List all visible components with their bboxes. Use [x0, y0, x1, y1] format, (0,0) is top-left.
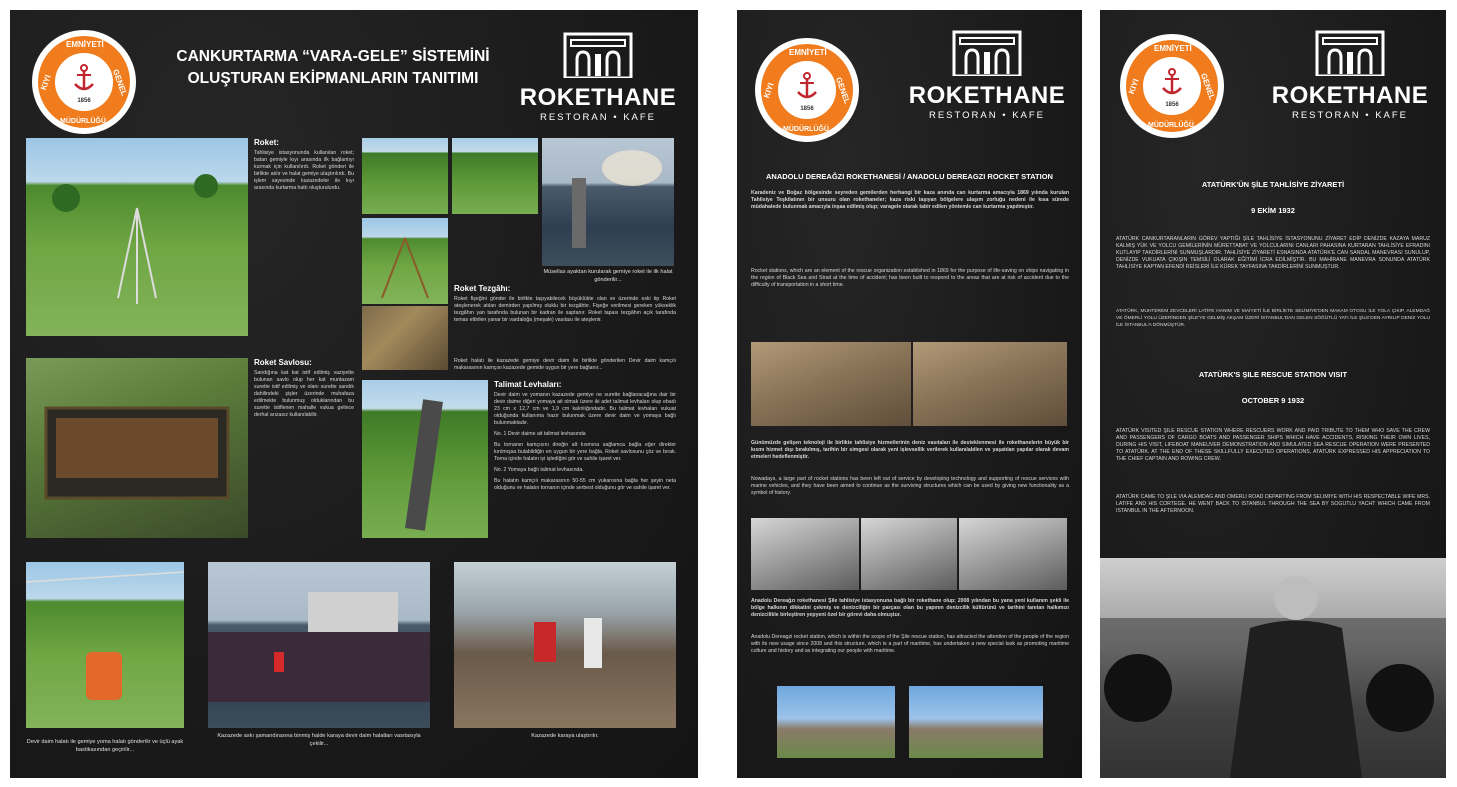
talimat-p4: No. 2 Yomaya bağlı talimat levhasında. — [494, 467, 584, 473]
box-icon — [26, 358, 248, 538]
station-section-title: ANADOLU DEREAĞZI ROKETHANESİ / ANADOLU DEREAGZI ROCKET STATION — [766, 172, 1053, 181]
rokethane-brand-2 — [907, 30, 1067, 130]
tezgah-body: Roket fişeğini gönder ile birlikte taşıyabilecek büyüklükte olan ve üzerinde eski tip Roket ateşlenerek atılan demirden yapılmış oluklu bir tezgâhtır. Fişeğe verilmesi gereken yükseklik tezgâhın yan tarafında bulunan bir kadran ile saptanır. Roket tapası tezgâhın açık tarafında temas ettirilen yanar bir vardaloğa (meşale) vasıtası ile ateşlenir. — [454, 296, 676, 323]
station-tr-2: Günümüzde gelişen teknoloji ile birlikte tahlisiye hizmetlerinin deniz vasıtaları ile desteklenmesi ile rokethanelerin büyük bir kısmı hizmet dışı bırakılmış, tarihin bir simgesi olarak yeni işlevsellik verilerek kullanılabilen ve yaşatılan yapılar olarak devam etmeleri hedeflenmiştir. — [751, 440, 1069, 460]
photo-station-restored — [909, 686, 1043, 758]
tezgah-text — [454, 284, 676, 324]
arch-building-icon — [1315, 30, 1385, 76]
poster-equipment — [10, 10, 698, 778]
logo-bottom-word: MÜDÜRLÜĞÜ — [60, 118, 106, 125]
photo-stormy-sea-2 — [913, 342, 1067, 426]
buoy-icon — [26, 562, 184, 728]
talimat-p3: Bu tornanın kamçısını direğin alt kısmına sağlamca bağla eğer direkler kırılmışsa bulabildiğin en uygun bir yere bağla. Roket savlosunu çöz ve bırak. Torna içinde halatın iyi işlediğini gör ve sahile işaret ver. — [494, 442, 676, 462]
portrait-figure — [1100, 558, 1446, 778]
poster-rocket-station — [737, 10, 1082, 778]
photo-breeches-buoy — [26, 562, 184, 728]
logo-right-word-2: GENEL — [833, 76, 852, 105]
brand-subtitle-2: RESTORAN • KAFE — [928, 110, 1046, 121]
photo-savlo-box — [26, 358, 248, 538]
photo-firing-rocket — [542, 138, 674, 266]
savlo-body: Sandığına kat kat istif edilmiş vaziyette bulunan savlo olup her kat muntazam surette istif edilmiş ve olanı surette sandık dahilindeki şişler üzerinde muhafaza edilmekte bulunmuş olduklarından bu surette istiflenen mahalle vukua gelince derhal arızasız kullanılabilir. — [254, 370, 354, 418]
rescuer-icon — [454, 562, 676, 728]
logo-right-word-3: GENEL — [1198, 72, 1217, 101]
rokethane-brand — [518, 32, 678, 132]
logo-left-word: KIYI — [38, 73, 53, 92]
photo-ataturk-portrait — [1100, 558, 1446, 778]
brand-subtitle: RESTORAN • KAFE — [539, 112, 657, 123]
logo-year: 1856 — [77, 98, 91, 104]
photo-crew — [861, 518, 957, 590]
plate-icon — [362, 380, 488, 538]
talimat-heading: Talimat Levhaları: — [494, 380, 562, 389]
brand-name: ROKETHANE — [519, 84, 677, 111]
caption-bottom-3: Kazazede karaya ulaştırılır. — [531, 733, 599, 739]
arch-building-icon — [952, 30, 1022, 76]
anchor-icon — [1160, 68, 1184, 98]
logo-bottom-word-2: MÜDÜRLÜĞÜ — [783, 126, 829, 133]
rokethane-brand-3 — [1270, 30, 1430, 130]
smoke-icon — [542, 138, 674, 266]
photo-stormy-sea-1 — [751, 342, 911, 426]
photo-rocket-ground — [362, 138, 448, 214]
logo-bottom-word-3: MÜDÜRLÜĞÜ — [1148, 122, 1194, 129]
logo-year-2: 1856 — [800, 106, 814, 112]
talimat-p1: Devir daim ve yomanın kazazede gemiye ne surette bağlanacağına dair bir devir daime diğeri yomaya ait olmak üzere iki adet talimat levhaları olup ebadı 23 cm x 12,7 cm ve 1,9 cm kalınlığındadır. Bu talimat levhaları vukuat olduğunda kullanıma hazır bulunmak üzere devir daim ve yomaya bağlı bulunmaktadır. — [494, 392, 676, 426]
caption-tripod: Müsellas ayaktan kurularak gemiye roket ile ilk halat gönderilir... — [543, 269, 673, 283]
visit-p1-en: ATATÜRK VISITED ŞILE RESCUE STATION WHERE RESCUERS WORK AND PAID TRIBUTE TO THEM WHO SAVE THE CREW AND PASSENGERS OF CARGO BOATS AND PASSENGER SHIPS WHICH HAVE ACCIDENTS, RISKING THEIR OWN LIVES, DURING HIS VISIT, LIFEBOAT MANEUVER DEMONSTRATION AND SIMULATED SEA RESCUE OPERATION WERE PRESENTED TO ATATÜRK. AT THE END OF THESE SKILLFULLY EXECUTED OPERATIONS, ATATÜRK EXPRESSED HIS APPRECIATION TO THE CHIEF CAPTAIN AND ROWING CREW. — [1116, 428, 1430, 462]
photo-tripod-small — [362, 218, 448, 304]
ship-icon — [208, 562, 430, 728]
savlo-text — [254, 358, 354, 419]
visit-title-en: ATATÜRK'S ŞILE RESCUE STATION VISIT — [1198, 370, 1348, 379]
page-title — [158, 46, 508, 90]
coast-safety-logo — [32, 30, 136, 134]
logo-left-word-2: KIYI — [761, 81, 776, 100]
tripod-icon — [26, 138, 248, 336]
photo-ship-rescue — [208, 562, 430, 728]
photo-deck-rescue — [454, 562, 676, 728]
photo-tripod-field — [26, 138, 248, 336]
logo-top-word-3: EMNİYETİ — [1154, 44, 1192, 53]
visit-p2-tr: ATATÜRK, MUHTEREM ZEVCELERİ LATİFE HANIM VE MAİYETİ İLE BİRLİKTE SELİMİYE'DEN MAKAM OTOSU İLE YOLA ÇIKIP, ALEMDAĞ VE ÖMERLİ YOLU ÜZERİNDEN ŞİLE'YE GELMİŞ AKŞAM ÜZERİ İSTANBUL'DAN GELEN SÖĞÜTLÜ YATI İLE ŞİLE'DEN AYRILIP DENİZ YOLU İLE İSTANBUL'A DÖNMÜŞTÜR. — [1116, 309, 1430, 328]
title-line-2: OLUŞTURAN EKİPMANLARIN TANITIMI — [187, 70, 479, 87]
brand-name-2: ROKETHANE — [908, 82, 1066, 109]
visit-date-tr: 9 EKİM 1932 — [1251, 206, 1295, 215]
station-en-3: Anadolu Dereagzi rocket station, which is within the scope of the Şile rescue station, has attracted the attention of the people of the region with its new usage since 2008 and this structure, which is a part of maritime, has undertaken a new special task as promoting maritime culture and history and as integrating our people with maritime. — [751, 634, 1069, 654]
logo-top-word: EMNİYETİ — [66, 40, 104, 49]
visit-p1-tr: ATATÜRK CANKURTARANLARIN GÖREV YAPTIĞI ŞİLE TAHLİSİYE İSTASYONUNU ZİYARET EDİP DENİZDE KAZAYA MARUZ KALMIŞ YÜK VE YOLCU GEMİLERİNİN MÜRETTABAT VE YOLCULARINI CANLARI PAHASINA KURTARAN TAHLİSİYE EFRADINI KUTLAYIP TAKDİRLERİNİ SUNMUŞLARDIR. TAHLİSİYE ZİYARETİ ESNASINDA ATATÜRK'E CAN SANDAL MANEVRASI SUNULUP, DENİZDE VUKUATA ÇIKIŞIN TEMSİLİ OLARAK EĞİTİMİ İCRA EDİLMİŞTİR. BU MAHİRANE MANEVRA SONUNDA ATATÜRK TAHLİSİYE KAPTAN EFENDİ REİSLERİ İLE KÜREK TAYFASINA TAKDİRLERİNİ SUNMUŞTUR. — [1116, 236, 1430, 270]
title-line-1: CANKURTARMA “VARA-GELE” SİSTEMİNİ — [176, 48, 490, 65]
station-tr-3: Anadolu Dereağzı rokethanesi Şile tahlisiye istasyonuna bağlı bir rokethane olup; 2008 yılından bu yana yeni kullanım şekli ile bölge halkının dikkatini çekmiş ve denizciliğin bir parçası olan bu yapının denizcilik kültürünü ve tarihini tanıtan halkımızı denizcilikle birleştiren yepyeni özel bir görevi daha olmuştur. — [751, 598, 1069, 618]
photo-old-station — [751, 518, 859, 590]
talimat-p5: Bu halatın kamçılı makarasının 50-55 cm yukarısına bağla her şeyin neta olduğunu ve halatın tornanın içinde serbest olduğunu gör ve sahile işaret ver. — [494, 478, 676, 491]
tripod-small-icon — [362, 218, 448, 304]
arch-building-icon — [563, 32, 633, 78]
station-tr-1: Karadeniz ve Boğaz bölgesinde seyreden gemilerden herhangi bir kaza anında can kurtarma amacıyla 1869 yılında kurulan Tahlisiye Teşkilatının bir unsuru olan rokethaneler; kaza riski taşıyan bölgelere ulaşım zorluğu nedeni ile kısa sürede müdahalede bulunmak amacıyla inşaa edilmiş olup; varagele olarak tabir edilen yöntemle can kurtarma yapılmıştır. — [751, 190, 1069, 210]
tezgah-heading: Roket Tezgâhı: — [454, 284, 511, 293]
anchor-icon — [795, 72, 819, 102]
talimat-text — [494, 380, 676, 492]
talimat-p2: No. 1 Devir daime ait talimat levhasında — [494, 431, 586, 437]
photo-lifeboat — [959, 518, 1067, 590]
logo-year-3: 1856 — [1165, 102, 1179, 108]
brand-subtitle-3: RESTORAN • KAFE — [1291, 110, 1409, 121]
photo-station-old-building — [777, 686, 895, 758]
roket-text — [254, 138, 354, 338]
photo-sign-plate — [362, 380, 488, 538]
photo-grass-tree — [452, 138, 538, 214]
savlo-heading: Roket Savlosu: — [254, 358, 312, 367]
anchor-icon — [72, 64, 96, 94]
roket-heading: Roket: — [254, 138, 279, 147]
visit-title-tr: ATATÜRK'ÜN ŞİLE TAHLİSİYE ZİYARETİ — [1201, 180, 1345, 189]
poster-ataturk-visit — [1100, 10, 1446, 778]
station-en-1: Rocket stations, which are an element of the rescue organization established in 1869 for the purpose of life-saving on ships navigating in the region of Black Sea and Strait at the time of accident; has been built to respond to the areas that are at risk of accident due to the difficulty of transportation in a short time. — [751, 268, 1069, 288]
coast-safety-logo-3 — [1120, 34, 1224, 138]
caption-bottom-1: Devir daim halatı ile gemiye yoma halatı gönderilir ve üçlü ayak bastikasından geçirilir... — [26, 739, 184, 753]
logo-right-word: GENEL — [110, 68, 129, 97]
photo-rope-coil — [362, 306, 448, 370]
coast-safety-logo-2 — [755, 38, 859, 142]
caption-bottom-2: Kazazede askı şamandırasına binmiş halde karaya devir daim halatları vasıtasıyla çekilir... — [217, 733, 421, 747]
logo-top-word-2: EMNİYETİ — [789, 48, 827, 57]
station-en-2: Nowadays, a large part of rocket stations has been left out of service by developing technology and supporting of rescue services with marine vehicles, and they have been aimed to continue as the surviving structures which can be used by giving new functionality as a symbol of history. — [751, 476, 1069, 496]
devir-daim-text: Roket halatı ile kazazede gemiye devir daim ile birlikte gönderilen Devir daim kamçılı makarasının kamçısı kazazede gemide uygun bir yere bağlanır... — [454, 358, 676, 371]
logo-left-word-3: KIYI — [1126, 77, 1141, 96]
roket-body: Tahlisiye istasyonunda kullanılan roket; batan gemiyle kıyı arasında ilk bağlantıyı kurmak için kullanılırdı. Roket gönderi ile birlikte atılır ve halat gemiye ulaştırılırdı. Bu işlem sayesinde kazazedeler ile kıyı arasında kurtarma hattı oluşturulurdu. — [254, 150, 354, 191]
brand-name-3: ROKETHANE — [1271, 82, 1429, 109]
visit-p2-en: ATATÜRK CAME TO ŞILE VIA ALEMDAG AND OMERLI ROAD DEPARTING FROM SELIMIYE WITH HIS RESPECTABLE WIFE MRS. LATIFE AND HIS CORTEGE. HE WENT BACK TO ISTANBUL THROUGH THE SEA BY SOGUTLU YACHT WHICH CAME FROM ISTANBUL IN THE AFTERNOON. — [1116, 494, 1430, 514]
visit-date-en: OCTOBER 9 1932 — [1241, 396, 1305, 405]
